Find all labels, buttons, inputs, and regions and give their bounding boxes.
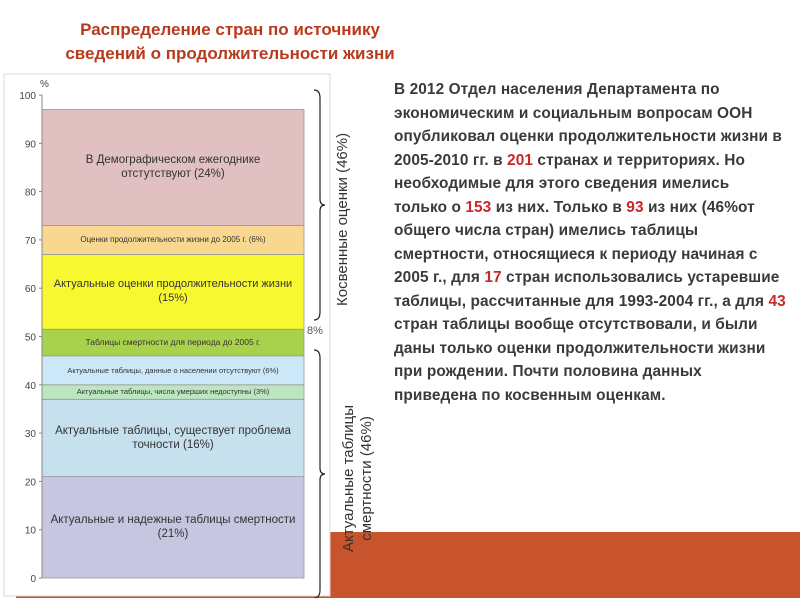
lower-bracket-label-line-1: Актуальные таблицы <box>340 404 357 552</box>
slide-title <box>30 18 430 66</box>
highlight-number-43: 43 <box>768 292 786 310</box>
title-line-1: Распределение стран по источнику <box>80 20 380 39</box>
y-tick-label: 50 <box>24 332 36 344</box>
highlight-number-201: 201 <box>507 151 534 169</box>
segment-label: Актуальные оценки продолжительности жизни (15%) <box>53 278 293 304</box>
body-text-5: стран использовались устаревшие таблицы, рассчитанные для 1993-2004 гг., а для <box>394 269 780 310</box>
y-tick-label: 30 <box>24 429 36 441</box>
y-tick-label: 0 <box>30 574 36 585</box>
y-tick-label: 70 <box>24 235 36 247</box>
body-text-2: странах и территориях. Но необходимые для этого сведения имелись только о <box>394 151 745 216</box>
segment-label: Актуальные таблицы, числа умерших недоступны (3%) <box>76 387 270 397</box>
upper-bracket-label: Косвенные оценки (46%) <box>334 132 351 306</box>
segment-label: В Демографическом ежегоднике отстутствуют (24%) <box>85 154 261 181</box>
y-tick-label: 100 <box>19 91 36 102</box>
segment-label: Актуальные и надежные таблицы смертности (21%) <box>50 513 296 541</box>
y-tick-label: 10 <box>24 525 36 537</box>
body-text-1: В 2012 Отдел населения Департамента по экономическим и социальным вопросам ООН опубликовал оценки продолжительности жизни в 2005-2010 гг. в <box>394 81 782 169</box>
middle-bracket-label: 8% <box>307 325 323 337</box>
body-text-4: из них (46%от общего числа стран) имелись таблицы смертности, относящиеся к периоду начиная с 2005 г., для <box>394 198 758 286</box>
segment-label: Актуальные таблицы, существует проблема точности (16%) <box>55 424 291 451</box>
y-tick-label: 60 <box>24 284 36 296</box>
segment-label: Актуальные таблицы, данные о населении отсутствуют (6%) <box>67 365 279 375</box>
title-line-2: сведений о продолжительности жизни <box>65 44 395 63</box>
y-axis-label: % <box>40 79 49 90</box>
lower-bracket-label-line-2: смертности (46%) <box>358 416 375 541</box>
segment-label: Оценки продолжительности жизни до 2005 г. (6%) <box>80 234 266 244</box>
body-text-3: из них. Только в <box>491 198 627 216</box>
y-tick-label: 20 <box>24 477 36 489</box>
lower-bracket-label <box>340 405 376 552</box>
stacked-chart <box>0 70 400 598</box>
y-tick-label: 40 <box>24 380 36 392</box>
highlight-number-17: 17 <box>484 269 502 286</box>
highlight-number-153: 153 <box>465 198 492 216</box>
highlight-number-93: 93 <box>626 198 644 216</box>
segment-label: Таблицы смертности для периода до 2005 г. <box>85 337 261 348</box>
y-tick-label: 90 <box>24 139 36 151</box>
body-paragraph <box>394 78 786 407</box>
y-tick-label: 80 <box>24 187 36 199</box>
body-text-6: стран таблицы вообще отсутствовали, и были даны только оценки продолжительности жизни при рождении. Почти половина данных приведена по косвенным оценкам. <box>394 316 766 404</box>
